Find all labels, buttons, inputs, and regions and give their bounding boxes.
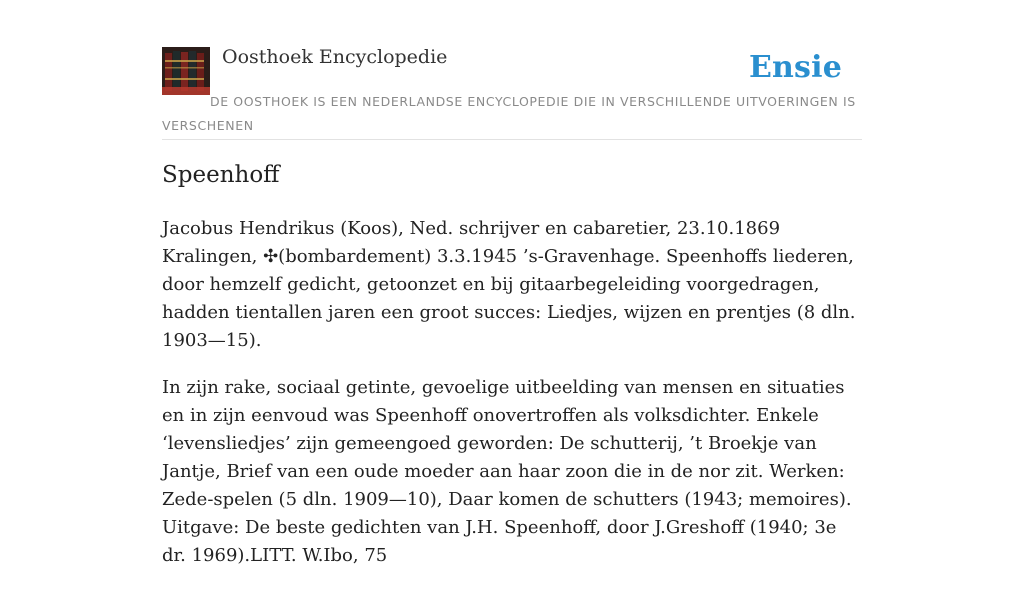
- article-paragraph: Jacobus Hendrikus (Koos), Ned. schrijver en cabaretier, 23.10.1869 Kralingen, ✣(bombardement) 3.3.1945 ’s-Gravenhage. Speenhoffs liederen, door hemzelf gedicht, getoonzet en bij gitaarbegeleiding voorgedragen, hadden tientallen jaren een groot succes: Liedjes, wijzen en prentjes (8 dln. 1903—15).: [162, 218, 856, 351]
- content-column: [162, 0, 862, 566]
- source-header: [162, 0, 862, 140]
- article-paragraph: In zijn rake, sociaal getinte, gevoelige uitbeelding van mensen en situaties en in zijn eenvoud was Speenhoff onovertroffen als volksdichter. Enkele ‘levensliedjes’ zijn gemeengoed geworden: De schutterij, ’t Broekje van Jantje, Brief van een oude moeder aan haar zoon die in de nor zit. Werken: Zede-spelen (5 dln. 1909—10), Daar komen de schutters (1943; memoires). Uitgave: De beste gedichten van J.H. Speenhoff, door J.Greshoff (1940; 3e dr. 1969).LITT. W.Ibo, 75: [162, 377, 852, 566]
- encyclopedia-books-icon: [162, 47, 210, 95]
- article-body: [162, 215, 862, 589]
- article-title: Speenhoff: [162, 162, 280, 188]
- source-name-link[interactable]: Oosthoek Encyclopedie: [222, 46, 448, 68]
- source-avatar[interactable]: [162, 47, 210, 95]
- source-tagline: DE OOSTHOEK IS EEN NEDERLANDSE ENCYCLOPEDIE DIE IN VERSCHILLENDE UITVOERINGEN IS VERSCHENEN: [162, 94, 856, 133]
- ensie-logo-link[interactable]: Ensie: [748, 50, 842, 85]
